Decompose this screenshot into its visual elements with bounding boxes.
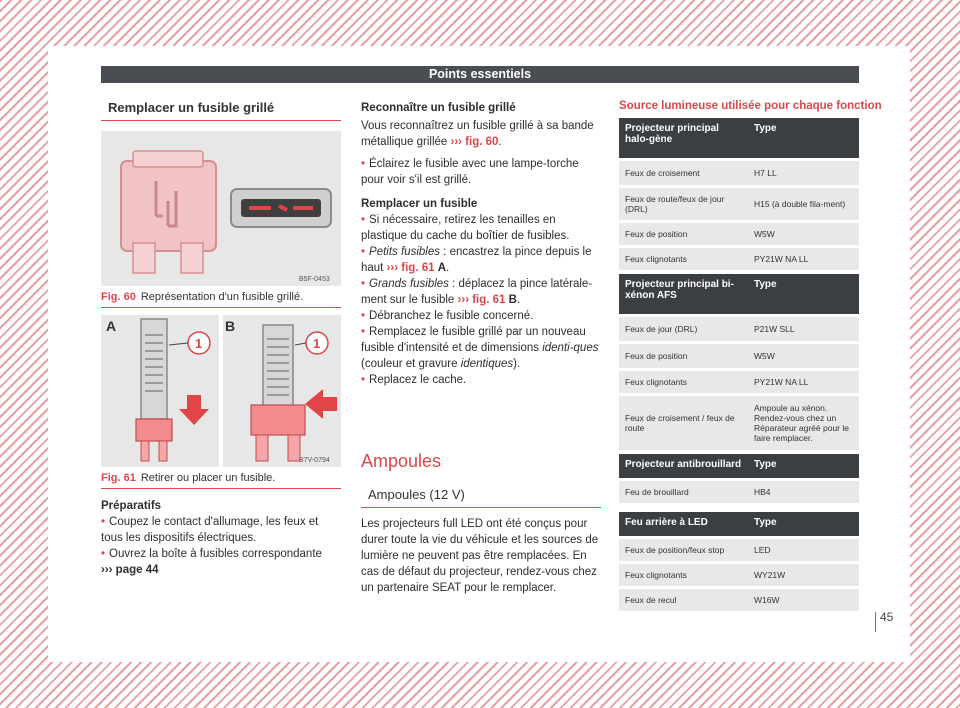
- panel-a-label: A: [106, 318, 117, 334]
- bullet-icon: •: [361, 374, 366, 386]
- figure-60-caption: [101, 291, 303, 303]
- ampoules-subtitle: Ampoules (12 V): [368, 487, 465, 502]
- callout-1-a: 1: [195, 336, 203, 351]
- section-title: Remplacer un fusible grillé: [108, 100, 275, 115]
- page-number: 45: [880, 610, 894, 624]
- figure-61: [101, 315, 341, 467]
- figure-61-text: Retirer ou placer un fusible.: [140, 472, 276, 484]
- figure-60-code: B5F-0453: [299, 276, 330, 283]
- page-link[interactable]: ››› page 44: [101, 564, 159, 576]
- replace-step-5: • Remplacez le fusible grillé par un nouveau fusible d'intensité et de dimensions identi-ques (couleur et gravure identiques).: [361, 326, 599, 370]
- table-fog: [619, 454, 859, 503]
- bullet-icon: •: [101, 548, 106, 560]
- table-bixenon: [619, 274, 859, 450]
- table-row: Feu de brouillard HB4: [619, 480, 859, 504]
- bullet-icon: •: [361, 326, 366, 338]
- panel-b-label: B: [225, 318, 236, 334]
- table-led-rear: [619, 512, 859, 611]
- table-row: Feux de position/feux stop LED: [619, 538, 859, 563]
- fuse-puller-illustration: [101, 315, 341, 467]
- figure-60: [101, 131, 341, 286]
- replace-step-2: • Petits fusibles : encastrez la pince depuis le haut ››› fig. 61 A.: [361, 246, 592, 274]
- bullet-icon: •: [361, 278, 366, 290]
- caption-rule-2: [101, 488, 341, 489]
- page-number-rule: [875, 612, 876, 632]
- callout-1-b: 1: [313, 336, 321, 351]
- table-header-type: Type: [748, 512, 859, 538]
- bullet-icon: •: [361, 214, 366, 226]
- table-row: Feux de recul W16W: [619, 588, 859, 612]
- table-header-function: Projecteur antibrouillard: [619, 454, 748, 480]
- ampoules-paragraph: Les projecteurs full LED ont été conçus pour durer toute la vie du véhicule et les sources de lumière ne peuvent pas être remplacées. En cas de défaut du projecteur, rendez-vous chez un partenaire SEAT pour le remplacer.: [361, 518, 599, 594]
- table-row: Feux clignotants PY21W NA LL: [619, 370, 859, 395]
- torch-bullet: • Éclairez le fusible avec une lampe-torche pour voir s'il est grillé.: [361, 158, 579, 186]
- caption-rule: [101, 307, 341, 308]
- table-header-function: Feu arrière à LED: [619, 512, 748, 538]
- table-row: Feux de position W5W: [619, 222, 859, 247]
- table-header-function: Projecteur principal halo-gène: [619, 118, 748, 160]
- table-row: Feux de jour (DRL) P21W SLL: [619, 316, 859, 343]
- table-row: Feux de croisement / feux de route Ampoule au xénon. Rendez-vous chez un Réparateur agréé pour le faire remplacer.: [619, 395, 859, 451]
- ampoules-rule: [361, 507, 601, 508]
- fig-61-link-b[interactable]: ››› fig. 61: [457, 294, 506, 306]
- table-header-row: [619, 118, 859, 160]
- preparation-title: Préparatifs: [101, 500, 162, 512]
- table-row: Feux de croisement H7 LL: [619, 160, 859, 187]
- replace-step-3: • Grands fusibles : déplacez la pince latérale-ment sur le fusible ››› fig. 61 B.: [361, 278, 593, 306]
- table-header-type: Type: [748, 454, 859, 480]
- replace-step-6: • Replacez le cache.: [361, 374, 467, 386]
- fig-60-link[interactable]: ››› fig. 60: [450, 136, 499, 148]
- recognize-title: Reconnaître un fusible grillé: [361, 102, 516, 114]
- replace-title: Remplacer un fusible: [361, 198, 478, 210]
- page-header: Points essentiels: [101, 66, 859, 83]
- table-row: Feux de route/feux de jour (DRL) H15 (à double fila-ment): [619, 187, 859, 222]
- preparation-item-2: • Ouvrez la boîte à fusibles correspondante: [101, 548, 322, 560]
- table-header-row: [619, 274, 859, 316]
- bullet-icon: •: [361, 246, 366, 258]
- replace-step-1: • Si nécessaire, retirez les tenailles en plastique du cache du boîtier de fusibles.: [361, 214, 570, 242]
- blown-fuse-illustration: [101, 131, 341, 286]
- table-header-type: Type: [748, 274, 859, 316]
- figure-60-text: Représentation d'un fusible grillé.: [140, 291, 304, 303]
- bulb-table-title: Source lumineuse utilisée pour chaque fonction: [619, 100, 882, 112]
- figure-60-label: Fig. 60: [101, 291, 136, 303]
- figure-61-caption: [101, 472, 275, 484]
- preparation-block: [101, 498, 341, 578]
- bullet-icon: •: [361, 158, 366, 170]
- table-header-row: [619, 512, 859, 538]
- table-row: Feux clignotants PY21W NA LL: [619, 247, 859, 271]
- figure-61-code: B7V-0794: [299, 457, 330, 464]
- preparation-item-1: • Coupez le contact d'allumage, les feux et tous les dispositifs électriques.: [101, 516, 319, 544]
- table-row: Feux clignotants WY21W: [619, 563, 859, 588]
- section-rule: [101, 120, 341, 121]
- table-header-function: Projecteur principal bi-xénon AFS: [619, 274, 748, 316]
- bullet-icon: •: [361, 310, 366, 322]
- table-row: Feux de position W5W: [619, 343, 859, 370]
- recognize-paragraph: Vous reconnaîtrez un fusible grillé à sa bande métallique grillée ››› fig. 60.: [361, 120, 594, 148]
- table-header-row: [619, 454, 859, 480]
- replace-step-4: • Débranchez le fusible concerné.: [361, 310, 534, 322]
- table-halogen: [619, 118, 859, 270]
- ampoules-title: Ampoules: [361, 451, 442, 471]
- figure-61-label: Fig. 61: [101, 472, 136, 484]
- fig-61-link-a[interactable]: ››› fig. 61: [386, 262, 435, 274]
- middle-column: [361, 100, 602, 388]
- table-header-type: Type: [748, 118, 859, 160]
- bullet-icon: •: [101, 516, 106, 528]
